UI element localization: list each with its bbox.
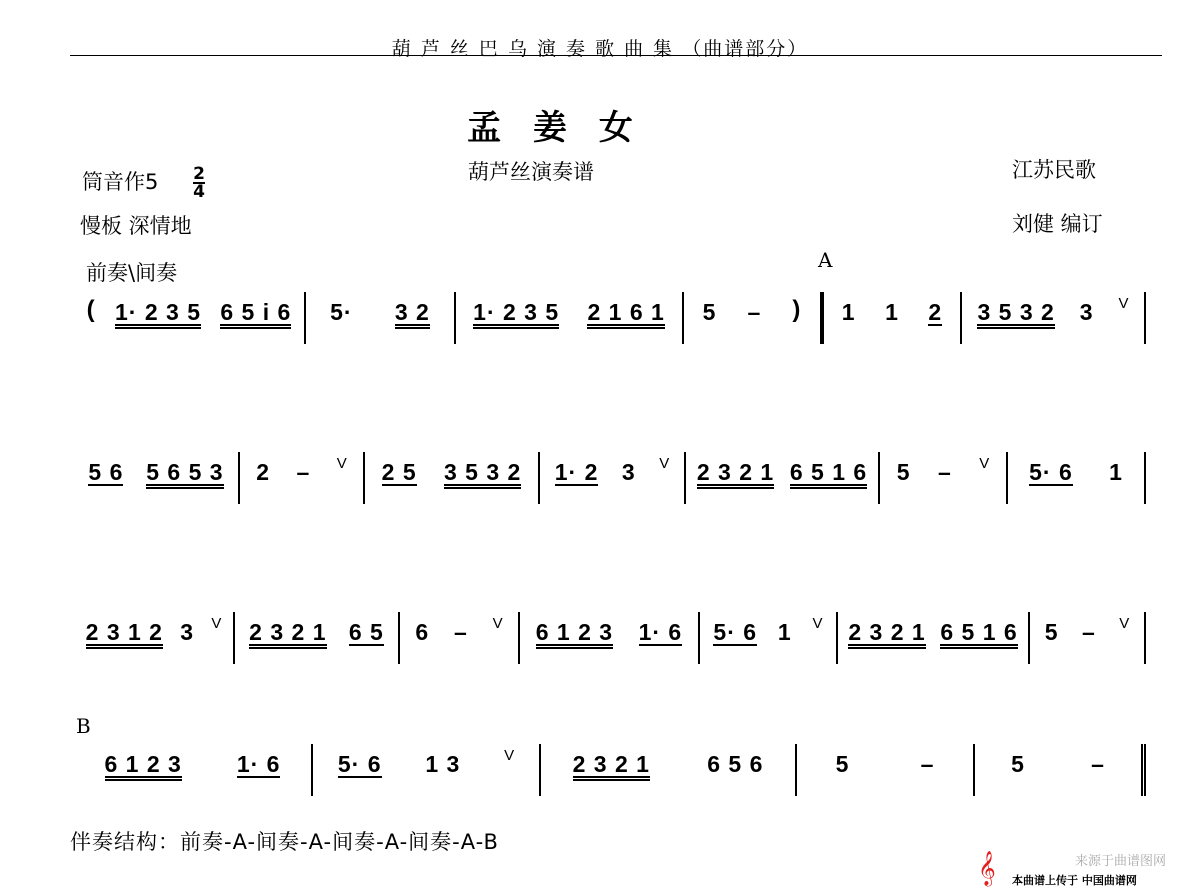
breath-mark: V <box>979 455 990 472</box>
staff-line <box>74 744 1146 804</box>
time-sig-top: 2 <box>193 164 205 184</box>
section-label: 前奏\间奏 <box>86 261 178 285</box>
measure <box>880 452 1008 504</box>
rehearsal-mark-b: B <box>76 714 91 738</box>
note-group: 1· 6 <box>639 612 683 646</box>
measure <box>962 292 1146 344</box>
note-group: – <box>920 751 935 777</box>
note-group: 1· 2 3 5 <box>473 292 559 329</box>
note-group: – <box>453 619 468 645</box>
note-group: ( <box>86 296 96 323</box>
note-group: 5 6 <box>88 452 123 486</box>
note-group: ) <box>792 296 802 323</box>
note-group: 3 5 3 2 <box>444 452 521 489</box>
note-group: – <box>1091 751 1105 777</box>
note-group: 1 <box>885 299 899 325</box>
note-group: 1 3 <box>425 751 461 777</box>
note-group: 5· 6 <box>338 744 382 778</box>
note-group: 1· 6 <box>237 744 281 778</box>
note-group: – <box>1081 619 1096 645</box>
note-group: 2 <box>256 459 271 485</box>
measure <box>686 452 880 504</box>
note-group: 1· 2 3 5 <box>115 292 201 329</box>
arranger: 刘健 编订 <box>1012 212 1103 236</box>
measure <box>975 744 1146 796</box>
treble-clef-logo-icon: 𝄞 <box>978 851 996 886</box>
note-group: 6 5 i 6 <box>220 292 291 329</box>
accompaniment-structure: 伴奏结构：前奏-A-间奏-A-间奏-A-间奏-A-B <box>70 830 499 854</box>
note-group: 5· <box>330 299 353 325</box>
book-header: 葫 芦 丝 巴 乌 演 奏 歌 曲 集 （曲谱部分） <box>391 38 809 60</box>
note-group: 1 <box>841 299 856 325</box>
note-group: 3 <box>621 459 636 485</box>
measure <box>838 612 1030 664</box>
note-group: 5 <box>896 459 911 485</box>
upload-note: 本曲谱上传于 中国曲谱网 <box>1012 874 1137 887</box>
tempo-marking: 慢板 深情地 <box>80 214 192 238</box>
note-group: – <box>296 459 311 485</box>
time-sig-bottom: 4 <box>193 182 205 202</box>
note-group: 3 5 3 2 <box>977 292 1054 329</box>
note-group: 5 <box>702 299 717 325</box>
header-rule <box>70 55 1162 56</box>
note-group: 1 <box>777 619 792 645</box>
breath-mark: V <box>659 455 670 472</box>
key-signature <box>82 166 205 200</box>
breath-mark: V <box>336 455 347 472</box>
breath-mark: V <box>504 747 515 764</box>
song-subtitle: 葫芦丝演奏谱 <box>468 160 594 184</box>
note-group: 3 <box>180 619 195 645</box>
measure <box>240 452 365 504</box>
time-signature <box>193 166 205 200</box>
measure <box>74 292 306 344</box>
measure <box>74 612 235 664</box>
note-group: 6 5 1 6 <box>940 612 1017 649</box>
note-group: 6 1 2 3 <box>105 744 182 781</box>
note-group: 5· 6 <box>1029 452 1073 486</box>
note-group: 2 1 6 1 <box>587 292 664 329</box>
rehearsal-mark-a: A <box>818 248 833 272</box>
note-group: – <box>747 299 762 325</box>
note-group: 6 5 1 6 <box>790 452 867 489</box>
staff-line <box>74 292 1146 352</box>
note-group: 1· 2 <box>555 452 599 486</box>
measure <box>520 612 700 664</box>
note-group: 2 3 2 1 <box>848 612 925 649</box>
note-group: 5 <box>1044 619 1059 645</box>
measure <box>684 292 822 344</box>
note-group: 5 <box>1011 751 1025 777</box>
key-label: 筒音作5 <box>82 170 159 194</box>
note-group: 5 <box>835 751 850 777</box>
breath-mark: V <box>211 615 222 632</box>
note-group: 1 <box>1109 459 1123 485</box>
note-group: 2 3 2 1 <box>249 612 326 649</box>
breath-mark: V <box>1118 295 1129 312</box>
measure <box>541 744 797 796</box>
note-group: 2 3 2 1 <box>697 452 774 489</box>
note-group: 5 6 5 3 <box>146 452 223 489</box>
measure <box>456 292 684 344</box>
note-group: 6 5 <box>349 612 384 646</box>
song-title: 孟 姜 女 <box>467 108 643 148</box>
note-group: 6 1 2 3 <box>536 612 613 649</box>
measure <box>400 612 520 664</box>
song-origin: 江苏民歌 <box>1012 158 1096 182</box>
measure <box>797 744 975 796</box>
measure <box>1008 452 1146 504</box>
note-group: 2 5 <box>382 452 417 486</box>
measure <box>365 452 540 504</box>
measure <box>1030 612 1146 664</box>
staff-line <box>74 452 1146 512</box>
note-group: 3 2 <box>395 292 430 329</box>
note-group: 2 3 2 1 <box>573 744 650 781</box>
measure <box>74 744 313 796</box>
measure <box>306 292 456 344</box>
measure <box>540 452 686 504</box>
measure <box>313 744 541 796</box>
measure <box>74 452 240 504</box>
note-group: – <box>937 459 952 485</box>
watermark: 来源于曲谱图网 <box>1075 854 1167 869</box>
measure <box>235 612 400 664</box>
note-group: 5· 6 <box>713 612 757 646</box>
note-group: 6 5 6 <box>707 751 764 777</box>
breath-mark: V <box>1119 615 1130 632</box>
staff-line <box>74 612 1146 672</box>
note-group: 6 <box>415 619 430 645</box>
note-group: 2 3 1 2 <box>86 612 163 649</box>
measure <box>700 612 838 664</box>
breath-mark: V <box>812 615 823 632</box>
note-group: 2 <box>928 292 942 326</box>
measure <box>822 292 962 344</box>
note-group: 3 <box>1079 299 1094 325</box>
breath-mark: V <box>492 615 503 632</box>
